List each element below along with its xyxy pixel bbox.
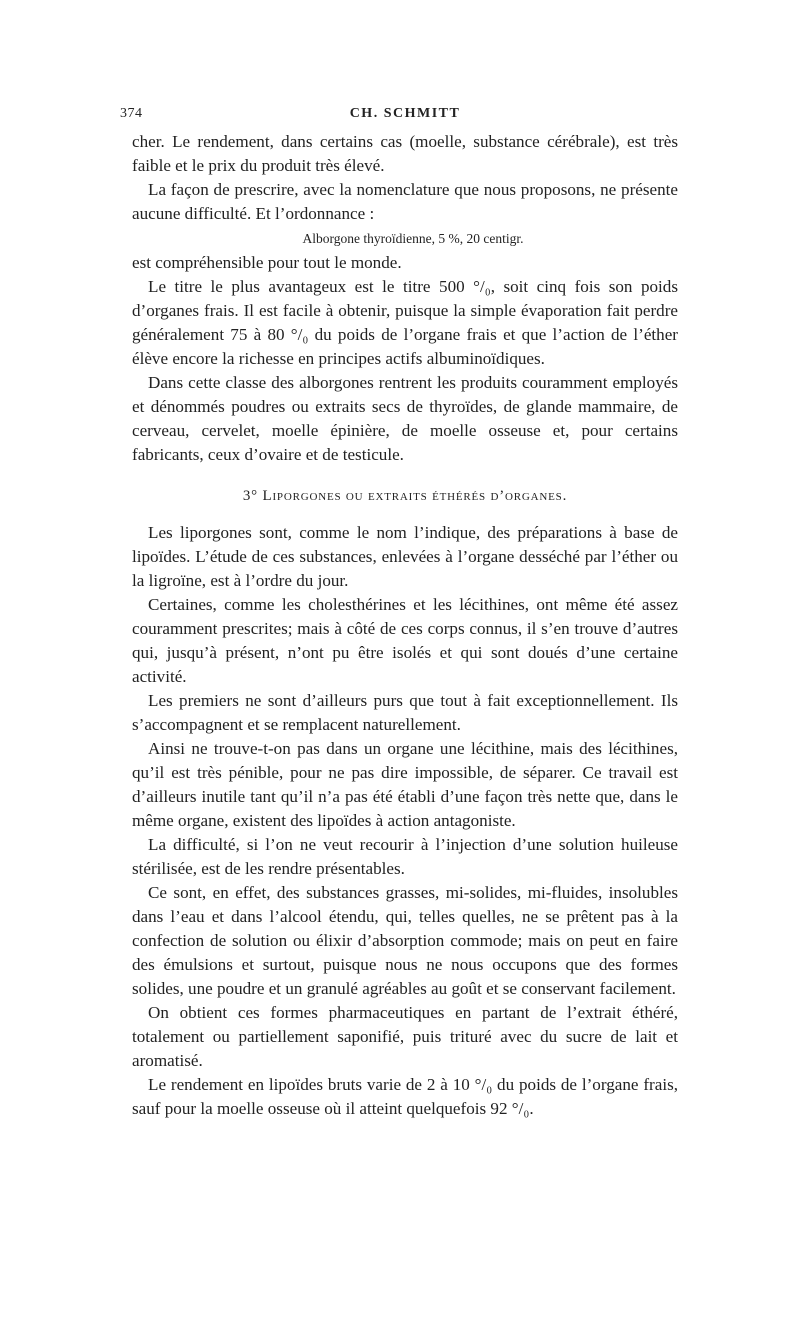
- paragraph: Dans cette classe des alborgones rentrent les produits couramment employés et dénommés poudres ou extraits secs de thyroïdes, de glande mammaire, de cerveau, cervelet, moelle épinière, de moelle osseuse et, pour certains fabricants, ceux d’ovaire et de testicule.: [132, 373, 678, 464]
- paragraph: On obtient ces formes pharmaceutiques en partant de l’extrait éthéré, totalement ou partiellement saponifié, puis trituré avec du sucre de lait et aromatisé.: [132, 1003, 678, 1070]
- paragraph: Les liporgones sont, comme le nom l’indique, des préparations à base de lipoïdes. L’étude de ces substances, enlevées à l’organe desséché par l’éther ou la ligroïne, est à l’ordre du jour.: [132, 523, 678, 590]
- paragraph: Certaines, comme les cholesthérines et les lécithines, ont même été assez couramment prescrites; mais à côté de ces corps connus, il s’en trouve d’autres qui, jusqu’à présent, n’ont pu être isolés et qui sont doués d’une certaine activité.: [132, 595, 678, 686]
- section-heading: 3° Liporgones ou extraits éthérés d’organes.: [242, 488, 568, 504]
- running-head: [120, 100, 678, 130]
- prescription-example: Alborgone thyroïdienne, 5 %, 20 centigr.: [302, 231, 524, 246]
- paragraph: Les premiers ne sont d’ailleurs purs que tout à fait exceptionnellement. Ils s’accompagnent et se remplacent naturellement.: [132, 691, 678, 734]
- paragraph-continuation: cher. Le rendement, dans certains cas (moelle, substance cérébrale), est très faible et le prix du produit très élevé.: [132, 132, 678, 175]
- paragraph: est compréhensible pour tout le monde.: [132, 253, 402, 272]
- paragraph: Ainsi ne trouve-t-on pas dans un organe une lécithine, mais des lécithines, qu’il est très pénible, pour ne pas dire impossible, de séparer. Ce travail est d’ailleurs inutile tant qu’il n’a pas été établi d’une façon très nette que, dans le même organe, existent des lipoïdes à action antagoniste.: [132, 739, 678, 830]
- paragraph: La façon de prescrire, avec la nomenclature que nous proposons, ne présente aucune difficulté. Et l’ordonnance :: [132, 180, 678, 223]
- book-page: [120, 100, 678, 1121]
- paragraph: Ce sont, en effet, des substances grasses, mi-solides, mi-fluides, insolubles dans l’eau et dans l’alcool étendu, qui, telles quelles, ne se prêtent pas à la confection de solution ou élixir d’absorption commode; mais on peut en faire des émulsions et surtout, puisque nous ne nous occupons que des formes solides, une poudre et un granulé agréables au goût et se conservant facilement.: [132, 883, 678, 998]
- paragraph: Le titre le plus avantageux est le titre 500 °/₀, soit cinq fois son poids d’organes frais. Il est facile à obtenir, puisque la simple évaporation fait perdre généralement 75 à 80 °/₀ du poids de l’organe frais et que l’action de l’éther élève encore la richesse en principes actifs albuminoïdiques.: [132, 277, 678, 368]
- paragraph: Le rendement en lipoïdes bruts varie de 2 à 10 °/₀ du poids de l’organe frais, sauf pour la moelle osseuse où il atteint quelquefois 92 °/₀.: [132, 1075, 678, 1118]
- paragraph: La difficulté, si l’on ne veut recourir à l’injection d’une solution huileuse stérilisée, est de les rendre présentables.: [132, 835, 678, 878]
- running-head-author: CH. SCHMITT: [349, 106, 461, 121]
- page-number: 374: [120, 106, 143, 121]
